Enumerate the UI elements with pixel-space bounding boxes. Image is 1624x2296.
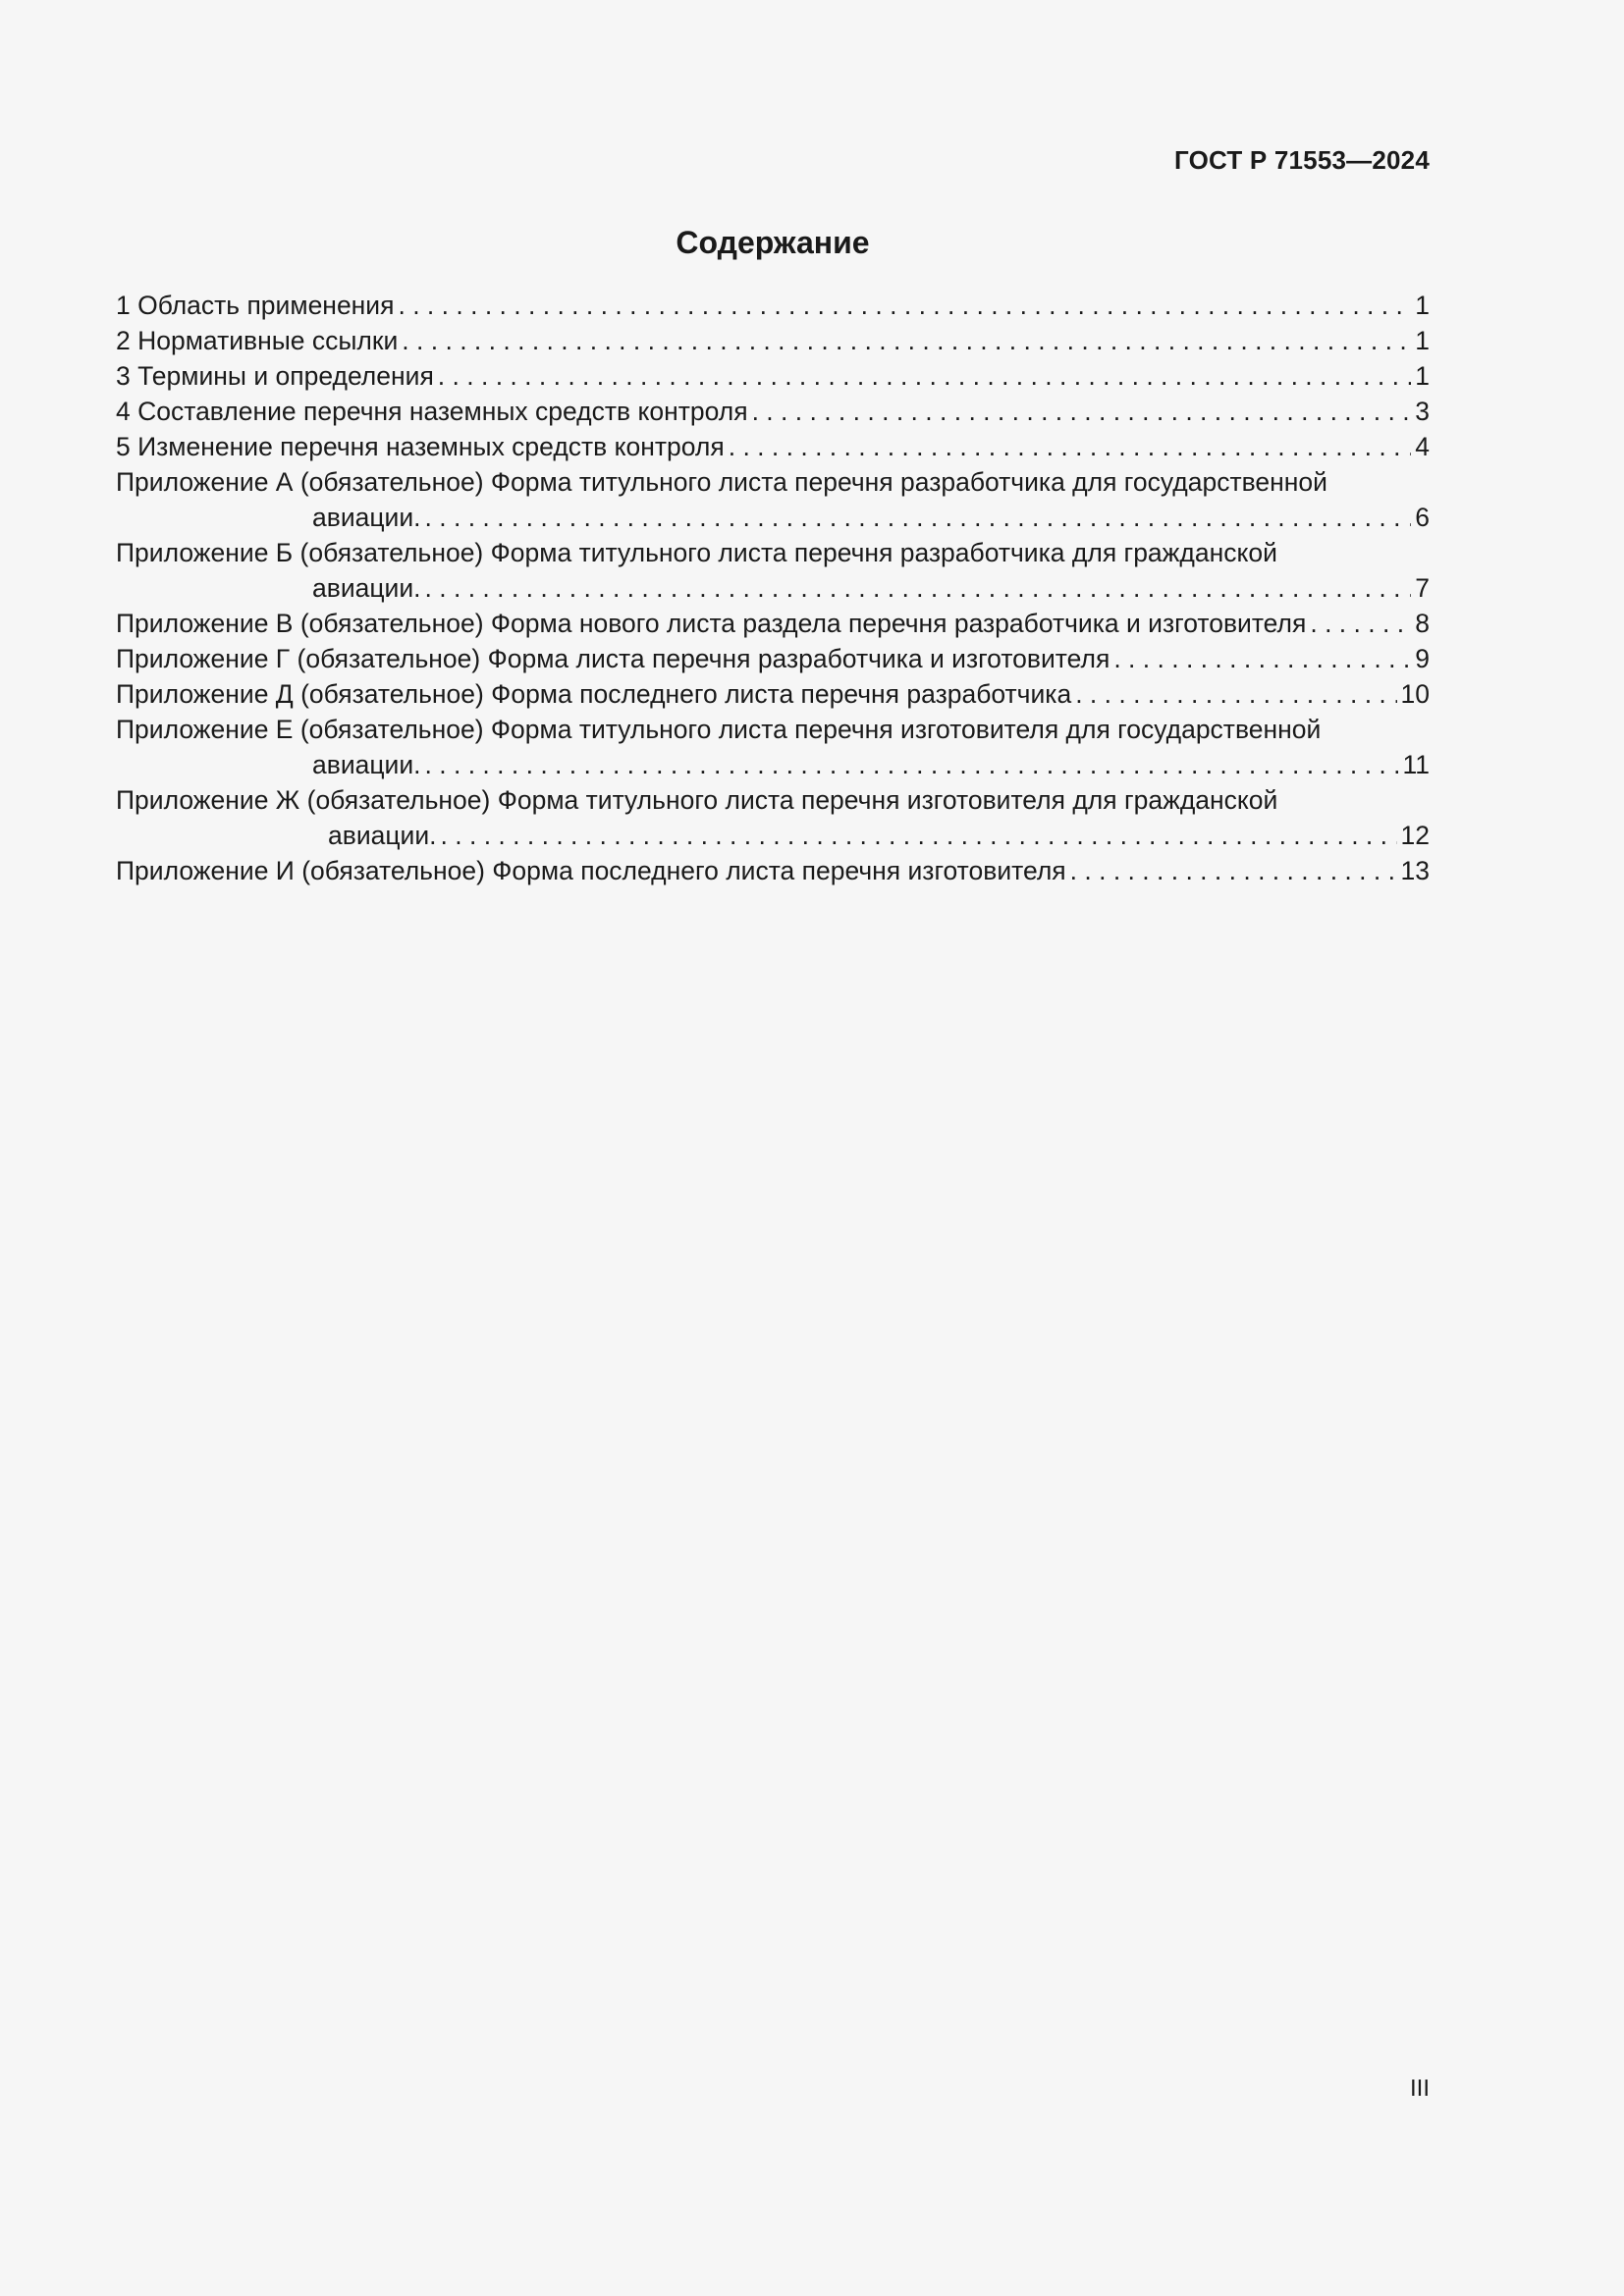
toc-row[interactable]	[116, 782, 1430, 818]
toc-row-page: 1	[1415, 361, 1430, 391]
toc-row[interactable]	[116, 676, 1430, 712]
toc-row-leader	[425, 570, 1412, 606]
page-number: III	[1409, 2075, 1430, 2102]
toc-row-leader	[1070, 853, 1397, 888]
toc-row-page: 6	[1415, 503, 1430, 532]
toc-row-leader	[752, 394, 1412, 429]
toc-title: Содержание	[676, 225, 870, 260]
toc-row-label: 5 Изменение перечня наземных средств контроля	[116, 432, 725, 461]
toc-row-leader	[425, 747, 1399, 782]
toc-row-page: 1	[1415, 291, 1430, 320]
toc-row-leader	[425, 500, 1412, 535]
toc-row[interactable]	[116, 464, 1430, 500]
toc-row-label: Приложение Е (обязательное) Форма титульного листа перечня изготовителя для государственной	[116, 715, 1322, 744]
toc-row-label: Приложение Б (обязательное) Форма титульного листа перечня разработчика для гражданской	[116, 538, 1277, 567]
toc-row[interactable]	[116, 606, 1430, 641]
toc-row-leader	[402, 323, 1411, 358]
toc-row-label: авиации.	[312, 503, 421, 532]
toc-row-page: 8	[1415, 609, 1430, 638]
toc-row-leader	[1113, 641, 1411, 676]
toc-row-label: Приложение Г (обязательное) Форма листа перечня разработчика и изготовителя	[116, 644, 1110, 673]
document-code: ГОСТ Р 71553—2024	[1174, 145, 1430, 175]
toc-row-label: 2 Нормативные ссылки	[116, 326, 399, 355]
toc-row-leader	[438, 358, 1411, 394]
toc-row-leader	[729, 429, 1412, 464]
toc-row-continuation[interactable]	[116, 818, 1430, 853]
toc-row[interactable]	[116, 288, 1430, 323]
toc-row-label: авиации.	[328, 821, 437, 850]
toc-row-label: 3 Термины и определения	[116, 361, 434, 391]
toc-row-page: 9	[1415, 644, 1430, 673]
toc-row-page: 3	[1415, 397, 1430, 426]
toc-row-label: авиации.	[312, 573, 421, 603]
toc-row-label: Приложение Ж (обязательное) Форма титульного листа перечня изготовителя для гражданской	[116, 785, 1278, 815]
toc-row-leader	[1075, 676, 1396, 712]
toc-row-page: 12	[1400, 821, 1430, 850]
toc-row-leader	[398, 288, 1411, 323]
toc-row[interactable]	[116, 712, 1430, 747]
toc-row-label: Приложение И (обязательное) Форма последнего листа перечня изготовителя	[116, 856, 1066, 885]
table-of-contents	[116, 288, 1430, 888]
toc-row-label: Приложение Д (обязательное) Форма последнего листа перечня разработчика	[116, 679, 1072, 709]
toc-row-label: авиации.	[312, 750, 421, 779]
toc-row-page: 10	[1400, 679, 1430, 709]
toc-row[interactable]	[116, 358, 1430, 394]
toc-row-label: 1 Область применения	[116, 291, 395, 320]
toc-row-leader	[1310, 606, 1411, 641]
toc-row-label: 4 Составление перечня наземных средств контроля	[116, 397, 748, 426]
toc-row-continuation[interactable]	[116, 500, 1430, 535]
toc-row-page: 1	[1415, 326, 1430, 355]
toc-row-page: 11	[1402, 750, 1430, 779]
toc-row-label: Приложение А (обязательное) Форма титульного листа перечня разработчика для государственной	[116, 467, 1327, 497]
toc-row-page: 7	[1415, 573, 1430, 603]
toc-row[interactable]	[116, 323, 1430, 358]
toc-row[interactable]	[116, 641, 1430, 676]
toc-row-leader	[441, 818, 1397, 853]
toc-row-continuation[interactable]	[116, 747, 1430, 782]
toc-row[interactable]	[116, 853, 1430, 888]
toc-row-label: Приложение В (обязательное) Форма нового листа раздела перечня разработчика и изготовителя	[116, 609, 1307, 638]
toc-row[interactable]	[116, 535, 1430, 570]
toc-row-page: 4	[1415, 432, 1430, 461]
toc-row-continuation[interactable]	[116, 570, 1430, 606]
toc-row[interactable]	[116, 394, 1430, 429]
toc-row-page: 13	[1400, 856, 1430, 885]
toc-row[interactable]	[116, 429, 1430, 464]
